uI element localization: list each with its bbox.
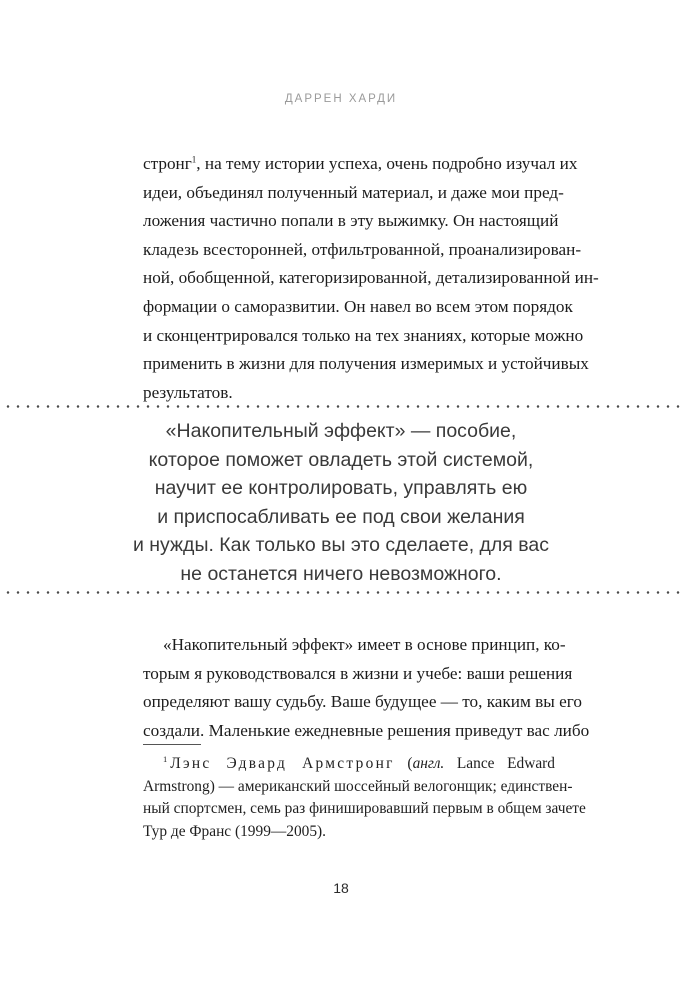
pull-quote-line: не останется ничего невозможного. [180,562,502,585]
paragraph-line: создали. Маленькие ежедневные решения приведут вас либо [143,720,590,740]
pull-quote-line: и нужды. Как только вы это сделаете, для вас [132,534,550,557]
paragraph-line: формации о саморазвитии. Он навел во всем этом порядок [143,296,573,316]
footnote-person-name: Лэнс Эдвард Армстронг [170,755,395,772]
dotted-divider-bottom [0,591,682,594]
footnote [143,753,586,843]
dotted-divider-top [0,405,682,408]
footnote-marker[interactable]: 1 [191,154,197,165]
footnote-lang-abbr: англ. [412,755,445,772]
paragraph-line: кладезь всесторонней, отфильтрованной, проанализирован- [143,239,582,259]
pull-quote-line: «Накопительный эффект» — пособие, [165,420,517,442]
page-number: 18 [333,880,349,896]
footnote-line: Тур де Франс (1999—2005). [143,822,327,840]
pull-quote-line: и приспосабливать ее под свои желания [157,505,525,528]
pull-quote [100,417,582,589]
paragraph-line: ной, обобщенной, категоризированной, детализированной ин- [143,268,599,288]
pull-quote-line: которое поможет овладеть этой системой, [148,448,534,471]
paragraph-2 [143,631,590,745]
pull-quote-line: научит ее контролировать, управлять ею [154,477,528,500]
paragraph-line: идеи, объединял полученный материал, и даже мои пред- [143,182,564,202]
running-head: ДАРРЕН ХАРДИ [284,93,398,105]
footnote-number: 1 [163,753,168,764]
footnote-line: $^1$ Лэнс Эдвард Армстронг (англ. Lance Edward [163,753,556,772]
paragraph-line: «Накопительный эффект» имеет в основе принцип, ко- [163,635,566,654]
footnote-line: Armstrong) — американский шоссейный велогонщик; единствен- [143,777,573,795]
paragraph-line: и сконцентрировался только на тех знаниях, которые можно [143,325,584,345]
paragraph-line: ложения частично попали в эту выжимку. Он настоящий [143,211,559,231]
paragraph-line: торым я руководствовался в жизни и учебе: ваши решения [143,663,573,683]
footnote-line: ный спортсмен, семь раз финишировавший первым в общем зачете [143,800,586,818]
paragraph-1 [143,150,599,407]
paragraph-line: применить в жизни для получения измеримых и устойчивых [143,354,589,374]
paragraph-line: результатов. [143,382,233,402]
paragraph-line: определяют вашу судьбу. Ваше будущее — то, каким вы его [143,692,582,712]
paragraph-line: стронг$^1$, на тему истории успеха, очень подробно изучал их [143,154,578,173]
footnote-separator [143,744,201,745]
